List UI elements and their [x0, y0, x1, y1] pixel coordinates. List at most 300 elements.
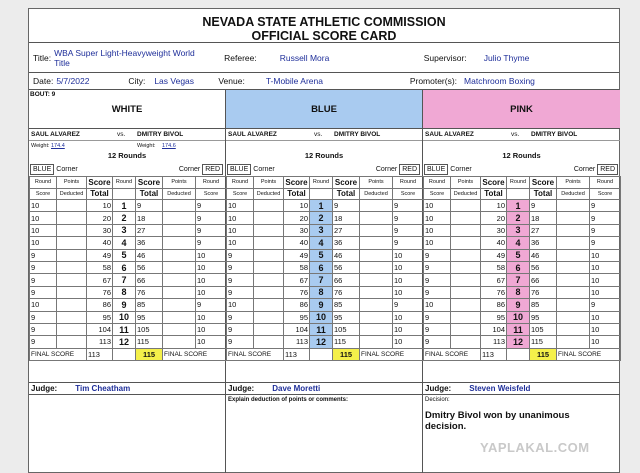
blue-round-score: 10 — [424, 237, 451, 249]
red-score-total: 76 — [530, 286, 557, 298]
blue-points-deducted — [451, 249, 481, 261]
fighter-right-name: DMITRY BIVOL — [531, 131, 578, 138]
header-round: Round — [590, 177, 621, 189]
blue-round-score: 9 — [227, 274, 254, 286]
round-number: 12 — [507, 336, 530, 348]
score-row-round-12 — [30, 336, 227, 348]
red-points-deducted — [360, 261, 393, 273]
blue-label: BLUE — [227, 164, 251, 175]
red-round-score: 9 — [196, 200, 227, 212]
final-score-blue: 113 — [481, 348, 507, 360]
blue-points-deducted — [57, 274, 87, 286]
blue-score-total: 67 — [284, 274, 310, 286]
final-score-row — [30, 348, 227, 360]
round-number: 10 — [310, 311, 333, 323]
red-round-score: 10 — [393, 311, 424, 323]
round-number: 1 — [310, 200, 333, 212]
final-score-blank — [113, 348, 136, 360]
blue-points-deducted — [57, 286, 87, 298]
score-row-round-8 — [424, 286, 621, 298]
weight-right-value: 174.6 — [162, 143, 176, 149]
round-number: 2 — [113, 212, 136, 224]
judge-name: Steven Weisfeld — [469, 384, 531, 393]
fighter-right-name: DMITRY BIVOL — [334, 131, 381, 138]
final-score-blank — [310, 348, 333, 360]
red-score-total: 85 — [530, 299, 557, 311]
blue-points-deducted — [451, 311, 481, 323]
round-number: 6 — [113, 261, 136, 273]
judge-row — [226, 382, 422, 395]
blue-points-deducted — [254, 274, 284, 286]
corner-label: Corner — [375, 166, 398, 173]
round-number: 12 — [113, 336, 136, 348]
card-color-name: PINK — [510, 103, 533, 115]
vs-label: vs. — [511, 131, 520, 138]
fighter-left-name: SAUL ALVAREZ — [425, 131, 474, 138]
blue-score-total: 10 — [87, 200, 113, 212]
blue-score-total: 104 — [284, 323, 310, 335]
final-score-label-right: FINAL SCORE — [163, 348, 227, 360]
red-corner-label — [574, 164, 618, 175]
rounds-label: 12 Rounds — [107, 151, 147, 160]
red-points-deducted — [360, 311, 393, 323]
blue-points-deducted — [57, 336, 87, 348]
header-score-sub: Score — [196, 188, 227, 200]
header-score: Score — [530, 177, 557, 189]
blue-round-score: 9 — [424, 311, 451, 323]
blue-corner-label — [424, 164, 472, 175]
red-round-score: 10 — [196, 336, 227, 348]
score-row-round-6 — [30, 261, 227, 273]
fighters-row — [226, 128, 422, 141]
final-score-label-right: FINAL SCORE — [360, 348, 424, 360]
date-value: 5/7/2022 — [56, 76, 90, 86]
card-color-bar — [423, 90, 620, 128]
watermark-text: YAPLAKAL.COM — [480, 440, 590, 455]
round-number: 8 — [310, 286, 333, 298]
red-round-score: 9 — [393, 224, 424, 236]
header-blank — [113, 188, 136, 200]
score-table — [226, 176, 424, 361]
score-row-round-8 — [227, 286, 424, 298]
red-points-deducted — [163, 200, 196, 212]
red-score-total: 105 — [530, 323, 557, 335]
score-row-round-2 — [227, 212, 424, 224]
blue-score-total: 49 — [481, 249, 507, 261]
blue-round-score: 9 — [30, 336, 57, 348]
blue-score-total: 104 — [87, 323, 113, 335]
final-score-blue: 113 — [284, 348, 310, 360]
red-score-total: 9 — [530, 200, 557, 212]
blue-points-deducted — [451, 261, 481, 273]
header-round: Round — [227, 177, 254, 189]
red-points-deducted — [163, 261, 196, 273]
score-row-round-10 — [227, 311, 424, 323]
red-round-score: 10 — [590, 336, 621, 348]
red-score-total: 46 — [136, 249, 163, 261]
round-number: 3 — [507, 224, 530, 236]
score-row-round-1 — [227, 200, 424, 212]
red-round-score: 10 — [590, 261, 621, 273]
blue-score-total: 76 — [481, 286, 507, 298]
red-points-deducted — [557, 212, 590, 224]
blue-corner-label — [227, 164, 275, 175]
blue-points-deducted — [57, 237, 87, 249]
score-card-header — [29, 9, 619, 43]
blue-round-score: 9 — [227, 311, 254, 323]
final-score-label-left: FINAL SCORE — [227, 348, 284, 360]
round-number: 7 — [113, 274, 136, 286]
red-score-total: 36 — [333, 237, 360, 249]
blue-round-score: 10 — [227, 237, 254, 249]
judge-cards — [29, 90, 621, 473]
score-card-sheet — [28, 8, 620, 473]
blue-score-total: 10 — [481, 200, 507, 212]
red-score-total: 36 — [136, 237, 163, 249]
blue-points-deducted — [254, 323, 284, 335]
red-round-score: 9 — [196, 237, 227, 249]
round-number: 1 — [507, 200, 530, 212]
blue-round-score: 10 — [424, 299, 451, 311]
header-score: Score — [285, 177, 308, 187]
red-label: RED — [597, 164, 618, 175]
round-number: 4 — [310, 237, 333, 249]
header-points: Points — [254, 177, 284, 189]
score-row-round-11 — [227, 323, 424, 335]
blue-score-total: 49 — [284, 249, 310, 261]
blue-points-deducted — [57, 249, 87, 261]
blue-score-total: 40 — [481, 237, 507, 249]
score-row-round-7 — [30, 274, 227, 286]
header-score: Score — [88, 177, 111, 187]
header-score-sub: Score — [393, 188, 424, 200]
red-score-total: 27 — [530, 224, 557, 236]
red-label: RED — [399, 164, 420, 175]
round-number: 3 — [113, 224, 136, 236]
score-table — [29, 176, 227, 361]
red-round-score: 9 — [393, 212, 424, 224]
corner-label: Corner — [253, 166, 275, 173]
judge-name: Dave Moretti — [272, 384, 321, 393]
fighter-left-name: SAUL ALVAREZ — [31, 131, 80, 138]
score-row-round-9 — [424, 299, 621, 311]
score-row-round-1 — [424, 200, 621, 212]
blue-round-score: 10 — [227, 200, 254, 212]
blue-round-score: 9 — [30, 323, 57, 335]
red-score-total: 27 — [333, 224, 360, 236]
blue-score-total: 30 — [87, 224, 113, 236]
round-number: 4 — [507, 237, 530, 249]
header-points: Points — [163, 177, 196, 189]
score-row-round-5 — [30, 249, 227, 261]
blue-points-deducted — [57, 299, 87, 311]
judge-label: Judge: — [31, 384, 58, 393]
weight-left-value: 174.4 — [51, 143, 65, 149]
blue-round-score: 10 — [424, 212, 451, 224]
red-corner-label — [376, 164, 420, 175]
red-score-total: 66 — [333, 274, 360, 286]
blue-round-score: 10 — [30, 224, 57, 236]
red-score-total: 36 — [530, 237, 557, 249]
blue-round-score: 9 — [424, 323, 451, 335]
red-score-total: 85 — [333, 299, 360, 311]
blue-round-score: 9 — [30, 286, 57, 298]
red-corner-label — [179, 164, 223, 175]
round-number: 11 — [310, 323, 333, 335]
blue-points-deducted — [451, 286, 481, 298]
red-points-deducted — [360, 299, 393, 311]
score-row-round-9 — [227, 299, 424, 311]
blue-score-total: 86 — [284, 299, 310, 311]
round-number: 6 — [310, 261, 333, 273]
header-deducted: Deducted — [163, 188, 196, 200]
card-color-bar — [29, 90, 225, 128]
red-round-score: 10 — [590, 311, 621, 323]
red-points-deducted — [163, 299, 196, 311]
round-number: 8 — [507, 286, 530, 298]
blue-score-total: 95 — [481, 311, 507, 323]
red-points-deducted — [360, 336, 393, 348]
blue-points-deducted — [57, 323, 87, 335]
judge-label: Judge: — [228, 384, 255, 393]
red-round-score: 10 — [590, 323, 621, 335]
score-row-round-11 — [424, 323, 621, 335]
blue-score-total: 95 — [284, 311, 310, 323]
blue-round-score: 10 — [424, 200, 451, 212]
score-row-round-7 — [424, 274, 621, 286]
header-round: Round — [196, 177, 227, 189]
blue-round-score: 9 — [227, 261, 254, 273]
red-points-deducted — [163, 323, 196, 335]
blue-round-score: 10 — [30, 200, 57, 212]
red-score-total: 76 — [333, 286, 360, 298]
blue-score-total: 58 — [284, 261, 310, 273]
header-total: Total — [136, 188, 163, 200]
fighters-row — [29, 128, 225, 141]
round-number: 9 — [310, 299, 333, 311]
round-number: 2 — [310, 212, 333, 224]
weight-left-label: Weight: — [31, 143, 50, 149]
red-score-total: 56 — [530, 261, 557, 273]
red-round-score: 9 — [196, 212, 227, 224]
supervisor-value: Julio Thyme — [483, 52, 530, 63]
round-number: 2 — [507, 212, 530, 224]
blue-score-total: 10 — [284, 200, 310, 212]
red-points-deducted — [557, 200, 590, 212]
corner-label: Corner — [450, 166, 472, 173]
round-number: 4 — [113, 237, 136, 249]
weight-right-label: Weight: — [137, 143, 156, 149]
red-points-deducted — [557, 261, 590, 273]
header-deducted: Deducted — [360, 188, 393, 200]
blue-score-total: 30 — [284, 224, 310, 236]
header-round: Round — [310, 177, 333, 189]
red-score-total: 105 — [333, 323, 360, 335]
blue-round-score: 10 — [227, 299, 254, 311]
red-points-deducted — [163, 336, 196, 348]
blue-score-total: 30 — [481, 224, 507, 236]
referee-label: Referee: — [224, 52, 257, 63]
header-total: Total — [87, 188, 113, 200]
red-round-score: 9 — [393, 237, 424, 249]
blue-score-total: 86 — [481, 299, 507, 311]
red-score-total: 18 — [333, 212, 360, 224]
score-row-round-5 — [227, 249, 424, 261]
blue-score-total: 20 — [481, 212, 507, 224]
blue-score-total: 113 — [481, 336, 507, 348]
blue-round-score: 10 — [227, 224, 254, 236]
red-points-deducted — [360, 286, 393, 298]
blue-score-total: 113 — [284, 336, 310, 348]
final-score-label-left: FINAL SCORE — [30, 348, 87, 360]
red-round-score: 10 — [196, 286, 227, 298]
red-score-total: 115 — [530, 336, 557, 348]
red-points-deducted — [557, 336, 590, 348]
info-row-title — [29, 43, 619, 73]
header-total: Total — [481, 188, 507, 200]
red-score-total: 56 — [136, 261, 163, 273]
header-deducted: Deducted — [451, 188, 481, 200]
judge-row — [423, 382, 620, 395]
blue-points-deducted — [57, 261, 87, 273]
score-row-round-10 — [30, 311, 227, 323]
blue-points-deducted — [254, 286, 284, 298]
decision-text: Dmitry Bivol won by unanimous decision. — [425, 410, 570, 432]
blue-round-score: 9 — [227, 286, 254, 298]
blue-points-deducted — [451, 274, 481, 286]
judge-row — [29, 382, 225, 395]
blue-score-total: 67 — [87, 274, 113, 286]
red-points-deducted — [557, 249, 590, 261]
card-color-bar — [226, 90, 422, 128]
blue-points-deducted — [57, 200, 87, 212]
blue-score-total: 58 — [481, 261, 507, 273]
score-row-round-6 — [424, 261, 621, 273]
blue-round-score: 10 — [30, 237, 57, 249]
blue-score-total: 58 — [87, 261, 113, 273]
red-score-total: 9 — [333, 200, 360, 212]
blue-score-total: 104 — [481, 323, 507, 335]
round-number: 11 — [507, 323, 530, 335]
blue-points-deducted — [254, 336, 284, 348]
red-score-total: 66 — [136, 274, 163, 286]
red-round-score: 9 — [590, 237, 621, 249]
score-row-round-12 — [424, 336, 621, 348]
score-row-round-8 — [30, 286, 227, 298]
header-points: Points — [451, 177, 481, 189]
red-round-score: 10 — [393, 249, 424, 261]
round-number: 11 — [113, 323, 136, 335]
round-number: 7 — [507, 274, 530, 286]
red-points-deducted — [557, 274, 590, 286]
score-row-round-4 — [30, 237, 227, 249]
round-number: 9 — [113, 299, 136, 311]
blue-points-deducted — [254, 237, 284, 249]
red-points-deducted — [557, 323, 590, 335]
blue-round-score: 9 — [424, 274, 451, 286]
red-score-total: 66 — [530, 274, 557, 286]
judge-card-pink — [423, 90, 620, 473]
red-round-score: 9 — [590, 224, 621, 236]
corner-label: Corner — [178, 166, 201, 173]
red-round-score: 9 — [590, 200, 621, 212]
red-points-deducted — [163, 237, 196, 249]
header-deducted: Deducted — [57, 188, 87, 200]
red-points-deducted — [360, 200, 393, 212]
supervisor-label: Supervisor: — [423, 52, 467, 63]
score-row-round-10 — [424, 311, 621, 323]
score-row-round-11 — [30, 323, 227, 335]
fighters-row — [423, 128, 620, 141]
header-round: Round — [424, 177, 451, 189]
comments-label: Explain deduction of points or comments: — [228, 397, 349, 403]
header-total: Total — [284, 188, 310, 200]
blue-round-score: 9 — [424, 249, 451, 261]
blue-score-total: 113 — [87, 336, 113, 348]
blue-score-total: 67 — [481, 274, 507, 286]
card-color-name: BLUE — [311, 103, 337, 115]
blue-points-deducted — [57, 212, 87, 224]
blue-score-total: 76 — [87, 286, 113, 298]
red-round-score: 10 — [196, 261, 227, 273]
round-number: 5 — [113, 249, 136, 261]
fighter-right-name: DMITRY BIVOL — [137, 131, 184, 138]
red-score-total: 105 — [136, 323, 163, 335]
header-round: Round — [507, 177, 530, 189]
header-total: Total — [333, 188, 360, 200]
judge-label: Judge: — [425, 384, 452, 393]
red-score-total: 18 — [136, 212, 163, 224]
red-points-deducted — [163, 311, 196, 323]
red-points-deducted — [360, 274, 393, 286]
final-score-red: 115 — [530, 348, 557, 360]
header-round: Round — [30, 177, 57, 189]
header-points: Points — [57, 177, 87, 189]
blue-points-deducted — [451, 200, 481, 212]
score-row-round-12 — [227, 336, 424, 348]
blue-round-score: 10 — [424, 224, 451, 236]
blue-points-deducted — [254, 200, 284, 212]
red-round-score: 9 — [590, 212, 621, 224]
red-round-score: 10 — [590, 274, 621, 286]
red-round-score: 10 — [196, 274, 227, 286]
red-score-total: 95 — [333, 311, 360, 323]
blue-round-score: 9 — [424, 336, 451, 348]
red-score-total: 85 — [136, 299, 163, 311]
red-points-deducted — [360, 212, 393, 224]
score-table — [423, 176, 621, 361]
red-score-total: 95 — [530, 311, 557, 323]
red-round-score: 10 — [393, 261, 424, 273]
score-row-round-9 — [30, 299, 227, 311]
final-score-row — [424, 348, 621, 360]
corner-label: Corner — [56, 166, 78, 173]
red-round-score: 10 — [393, 336, 424, 348]
referee-value: Russell Mora — [279, 52, 330, 63]
header-total: Total — [530, 188, 557, 200]
blue-points-deducted — [254, 224, 284, 236]
final-score-red: 115 — [136, 348, 163, 360]
final-score-blank — [507, 348, 530, 360]
red-score-total: 18 — [530, 212, 557, 224]
blue-points-deducted — [451, 212, 481, 224]
vs-label: vs. — [117, 131, 126, 138]
red-points-deducted — [360, 323, 393, 335]
blue-score-total: 20 — [87, 212, 113, 224]
score-row-round-7 — [227, 274, 424, 286]
red-round-score: 10 — [393, 274, 424, 286]
title-label: Title: — [33, 52, 52, 63]
